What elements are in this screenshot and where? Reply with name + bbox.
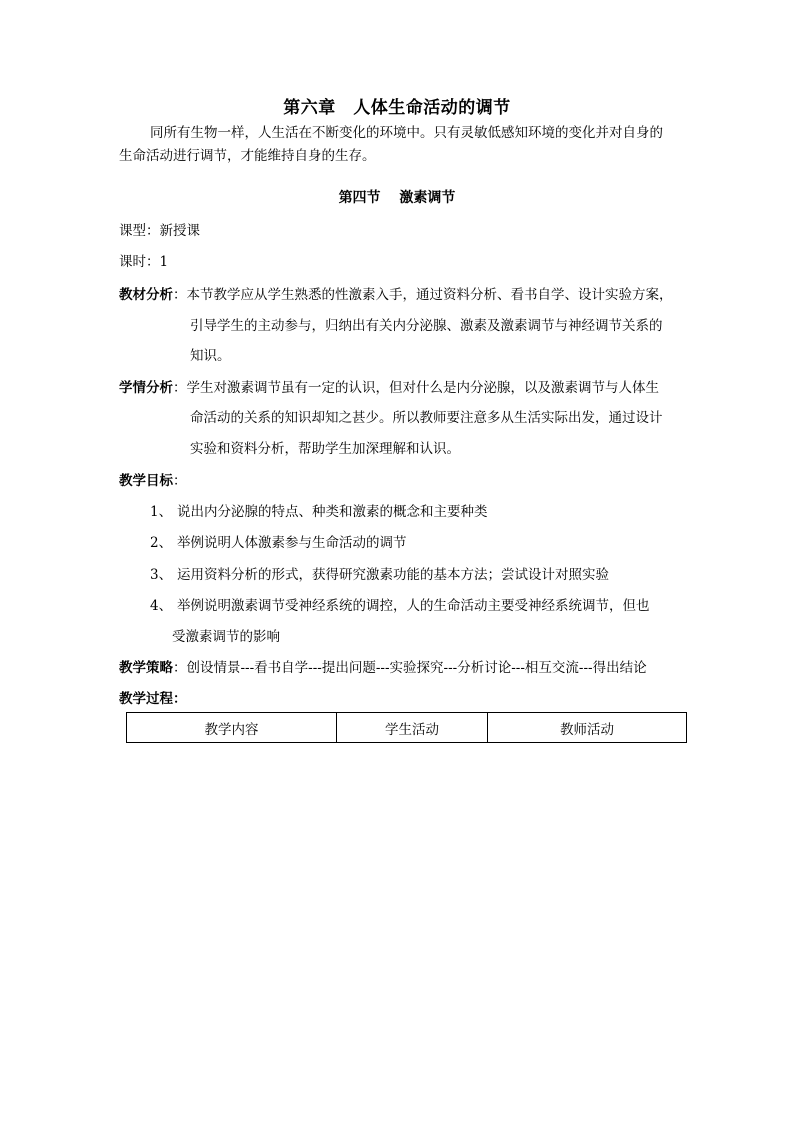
material-analysis-label: 教材分析 — [119, 287, 173, 303]
intro-line-2: 生命活动进行调节，才能维持自身的生存。 — [119, 148, 376, 164]
process-heading — [119, 687, 187, 707]
header-teaching-content: 教学内容 — [127, 713, 337, 743]
objectives-label: 教学目标 — [119, 473, 173, 489]
header-student-activity: 学生活动 — [337, 713, 488, 743]
learner-analysis-line-1 — [119, 376, 659, 396]
objective-number: 4、 — [150, 598, 173, 614]
objective-text: 举例说明人体激素参与生命活动的调节 — [177, 535, 407, 551]
material-analysis-text: ：本节教学应从学生熟悉的性激素入手，通过资料分析、看书自学、设计实验方案， — [173, 287, 673, 303]
intro-line-1: 同所有生物一样，人生活在不断变化的环境中。只有灵敏低感知环境的变化并对自身的 — [150, 125, 663, 141]
objectives-heading — [119, 469, 187, 489]
objective-number: 3、 — [150, 567, 173, 583]
header-teacher-activity: 教师活动 — [488, 713, 687, 743]
learner-analysis-label: 学情分析 — [119, 380, 173, 396]
section-title: 第四节 激素调节 — [338, 190, 456, 206]
objective-text: 说出内分泌腺的特点、种类和激素的概念和主要种类 — [177, 504, 488, 520]
objective-text: 运用资料分析的形式，获得研究激素功能的基本方法；尝试设计对照实验 — [177, 567, 609, 583]
objective-item-1 — [150, 500, 488, 520]
chapter-title: 第六章 人体生命活动的调节 — [283, 98, 511, 118]
process-table-header-row — [127, 713, 687, 743]
lesson-hours: 课时：1 — [119, 254, 169, 270]
objective-text: 举例说明激素调节受神经系统的调控，人的生命活动主要受神经系统调节，但也 — [177, 598, 650, 614]
objective-item-4-continued: 受激素调节的影响 — [172, 629, 280, 645]
process-label: 教学过程 — [119, 691, 173, 707]
objective-number: 1、 — [150, 504, 173, 520]
learner-analysis-line-3: 实验和资料分析，帮助学生加深理解和认识。 — [190, 441, 460, 457]
objective-number: 2、 — [150, 535, 173, 551]
objective-item-3 — [150, 563, 609, 583]
process-colon: ： — [173, 691, 187, 707]
learner-analysis-text: ：学生对激素调节虽有一定的认识，但对什么是内分泌腺，以及激素调节与人体生 — [173, 380, 659, 396]
process-table — [126, 712, 687, 743]
strategy-label: 教学策略 — [119, 660, 173, 676]
objectives-colon: ： — [173, 473, 187, 489]
learner-analysis-line-2: 命活动的关系的知识却知之甚少。所以教师要注意多从生活实际出发，通过设计 — [190, 410, 663, 426]
lesson-type: 课型：新授课 — [119, 223, 200, 239]
objective-item-4 — [150, 594, 650, 614]
objective-item-2 — [150, 531, 407, 551]
strategy-line — [119, 656, 647, 676]
material-analysis-line-2: 引导学生的主动参与，归纳出有关内分泌腺、激素及激素调节与神经调节关系的 — [190, 318, 663, 334]
strategy-text: ：创设情景---看书自学---提出问题---实验探究---分析讨论---相互交流---得出结论 — [173, 660, 647, 676]
material-analysis-line-1 — [119, 283, 673, 303]
material-analysis-line-3: 知识。 — [190, 348, 231, 364]
